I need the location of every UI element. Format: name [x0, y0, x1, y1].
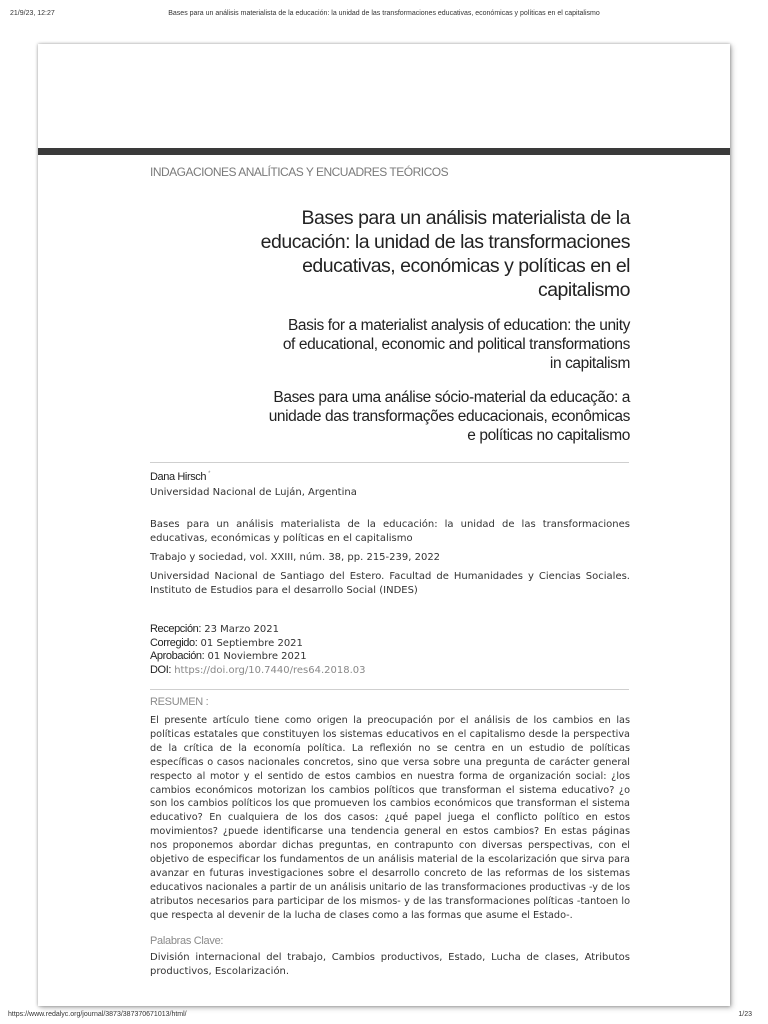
page-counter: 1/23 — [738, 1011, 752, 1018]
title-english-line: in capitalism — [549, 355, 630, 372]
article-page — [38, 44, 730, 1006]
citation-title: Bases para un análisis materialista de la educación: la unidad de las transformaciones educativas, económicas y políticas en el capitalismo — [150, 519, 630, 544]
title-spanish-line: educación: la unidad de las transformaciones — [260, 231, 630, 253]
header-divider-bar — [38, 148, 730, 155]
print-header — [0, 0, 768, 24]
title-english-line: Basis for a materialist analysis of education: the unity — [287, 317, 630, 334]
keywords-text: División internacional del trabajo, Cambios productivos, Estado, Lucha de clases, Atributos productivos, Escolarización. — [150, 952, 630, 977]
doi-link[interactable]: https://doi.org/10.7440/res64.2018.03 — [174, 664, 366, 676]
print-url: https://www.redalyc.org/journal/3873/387370671013/html/ — [8, 1011, 187, 1018]
received-label: Recepción: — [150, 623, 202, 635]
section-label: INDAGACIONES ANALÍTICAS Y ENCUADRES TEÓRICOS — [150, 165, 449, 179]
doi — [150, 664, 365, 678]
citation-publisher: Universidad Nacional de Santiago del Estero. Facultad de Humanidades y Ciencias Sociales. Instituto de Estudios para el desarrollo Social (INDES) — [150, 571, 630, 596]
title-portuguese-line: e políticas no capitalismo — [467, 427, 630, 444]
received-date — [150, 623, 365, 637]
approved-label: Aprobación: — [150, 650, 205, 662]
corrected-label: Corregido: — [150, 636, 198, 649]
author-footnote-marker[interactable]: * — [208, 471, 211, 478]
author-name: Dana Hirsch — [150, 471, 207, 483]
author — [150, 471, 210, 483]
title-spanish-line: educativas, económicas y políticas en el — [302, 255, 630, 277]
author-affiliation: Universidad Nacional de Luján, Argentina — [150, 487, 357, 498]
approved-value: 01 Noviembre 2021 — [207, 651, 307, 662]
article-dates — [150, 623, 365, 677]
abstract-heading: RESUMEN : — [150, 696, 209, 708]
title-portuguese-line: Bases para uma análise sócio-material da educação: a — [273, 389, 630, 406]
title-portuguese — [228, 388, 630, 445]
abstract-text: El presente artículo tiene como origen la preocupación por el análisis de los cambios en las políticas estatales que constituyen los sistemas educativos en el capitalismo desde la perspectiva de la crítica de la economía política. La reflexión no se centra en un estudio de políticas específicas o casos nacionales concretos, sino que versa sobre una pregunta de carácter general respecto al motor y el sentido de estos cambios en nuestra forma de organización social: ¿los cambios económicos motorizan los cambios políticos que transforman el sistema educativo? ¿o son los cambios políticos los que promueven los cambios económicos que transforman el sistema educativo? En cualquiera de los dos casos: ¿qué papel juega el conflicto político en estos movimientos? ¿puede identificarse una tendencia general en estos cambios? En estas páginas nos proponemos abordar dichas preguntas, en contrapunto con diversas perspectivas, con el objetivo de especificar los fundamentos de un análisis material de la escolarización que sirva para avanzar en futuras investigaciones sobre el desarrollo concreto de las reformas de los sistemas educativos nacionales a partir de un análisis unitario de las transformaciones productivas -y de los atributos necesarios para participar de los mismos- y de las transformaciones políticas -tantoen lo que respecta al devenir de la lucha de clases como a las formas que asume el Estado-. — [150, 715, 630, 921]
received-value: 23 Marzo 2021 — [204, 624, 279, 635]
corrected-value: 01 Septiembre 2021 — [200, 637, 303, 649]
title-spanish — [228, 206, 630, 302]
doi-label: DOI: — [150, 663, 172, 676]
print-document-title: Bases para un análisis materialista de la educación: la unidad de las transformaciones educativas, económicas y políticas en el capitalismo — [168, 10, 600, 17]
divider — [150, 462, 629, 463]
corrected-date — [150, 637, 365, 651]
title-english-line: of educational, economic and political transformations — [282, 336, 630, 353]
title-spanish-line: capitalismo — [537, 279, 630, 301]
article-titles — [228, 206, 630, 445]
title-spanish-line: Bases para un análisis materialista de la — [301, 207, 630, 229]
divider — [150, 689, 629, 690]
title-english — [228, 316, 630, 373]
citation-journal: Trabajo y sociedad, vol. XXIII, núm. 38, pp. 215-239, 2022 — [150, 552, 441, 563]
print-footer — [0, 1004, 768, 1024]
title-portuguese-line: unidade das transformações educacionais, econômicas — [268, 408, 630, 425]
citation-block — [150, 518, 630, 598]
print-datetime: 21/9/23, 12:27 — [10, 10, 55, 17]
keywords-heading: Palabras Clave: — [150, 935, 224, 947]
approved-date — [150, 650, 365, 664]
